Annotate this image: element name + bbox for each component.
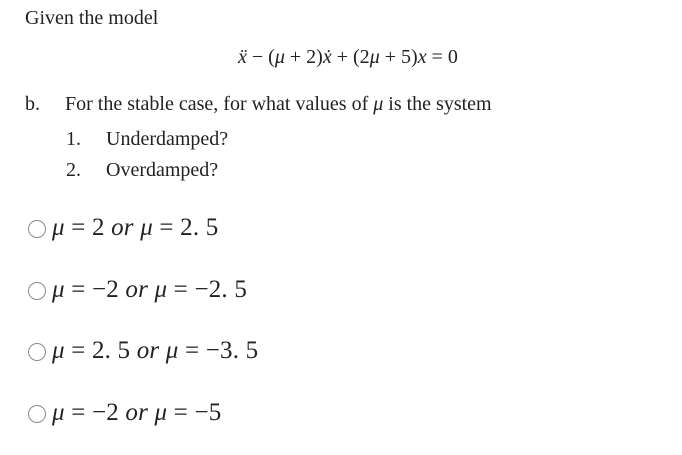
equation-part: μ (274, 46, 285, 68)
option-label: μ = −2 or μ = −2. 5 (52, 275, 248, 303)
equation-part: + 2) (284, 46, 323, 68)
sub-question-list (66, 124, 228, 186)
equation-part: μ (369, 46, 380, 68)
radio-button[interactable] (28, 343, 46, 361)
model-equation (238, 45, 458, 69)
equation-part: ẋ (322, 46, 332, 68)
sub-question-item (66, 155, 228, 186)
answer-option-1[interactable] (28, 208, 258, 270)
answer-option-2[interactable] (28, 270, 258, 332)
mu-symbol: μ (373, 93, 384, 115)
question-text-end: is the system (383, 93, 492, 115)
answer-option-3[interactable] (28, 331, 258, 393)
sub-question-label: Underdamped? (106, 128, 229, 150)
sub-question-item (66, 124, 228, 155)
option-label: μ = −2 or μ = −5 (52, 398, 222, 426)
question-text: For the stable case, for what values of (65, 93, 374, 115)
question-marker: b. (25, 93, 40, 115)
sub-question-number: 1. (66, 128, 81, 150)
equation-part: = 0 (426, 46, 458, 68)
equation-part: + 5) (379, 46, 418, 68)
radio-button[interactable] (28, 220, 46, 238)
intro-text: Given the model (25, 7, 159, 29)
option-label: μ = 2 or μ = 2. 5 (52, 214, 219, 241)
sub-question-label: Overdamped? (106, 159, 219, 181)
equation-part: x (417, 46, 427, 68)
radio-button[interactable] (28, 282, 46, 300)
radio-button[interactable] (28, 405, 46, 423)
equation-part: − ( (246, 46, 275, 68)
answer-options (28, 208, 258, 454)
equation-part: + (2 (331, 46, 370, 68)
sub-question-number: 2. (66, 159, 81, 181)
equation-part: ẍ (238, 46, 247, 68)
answer-option-4[interactable] (28, 393, 258, 455)
question-b (25, 92, 492, 116)
option-label: μ = 2. 5 or μ = −3. 5 (52, 337, 259, 364)
